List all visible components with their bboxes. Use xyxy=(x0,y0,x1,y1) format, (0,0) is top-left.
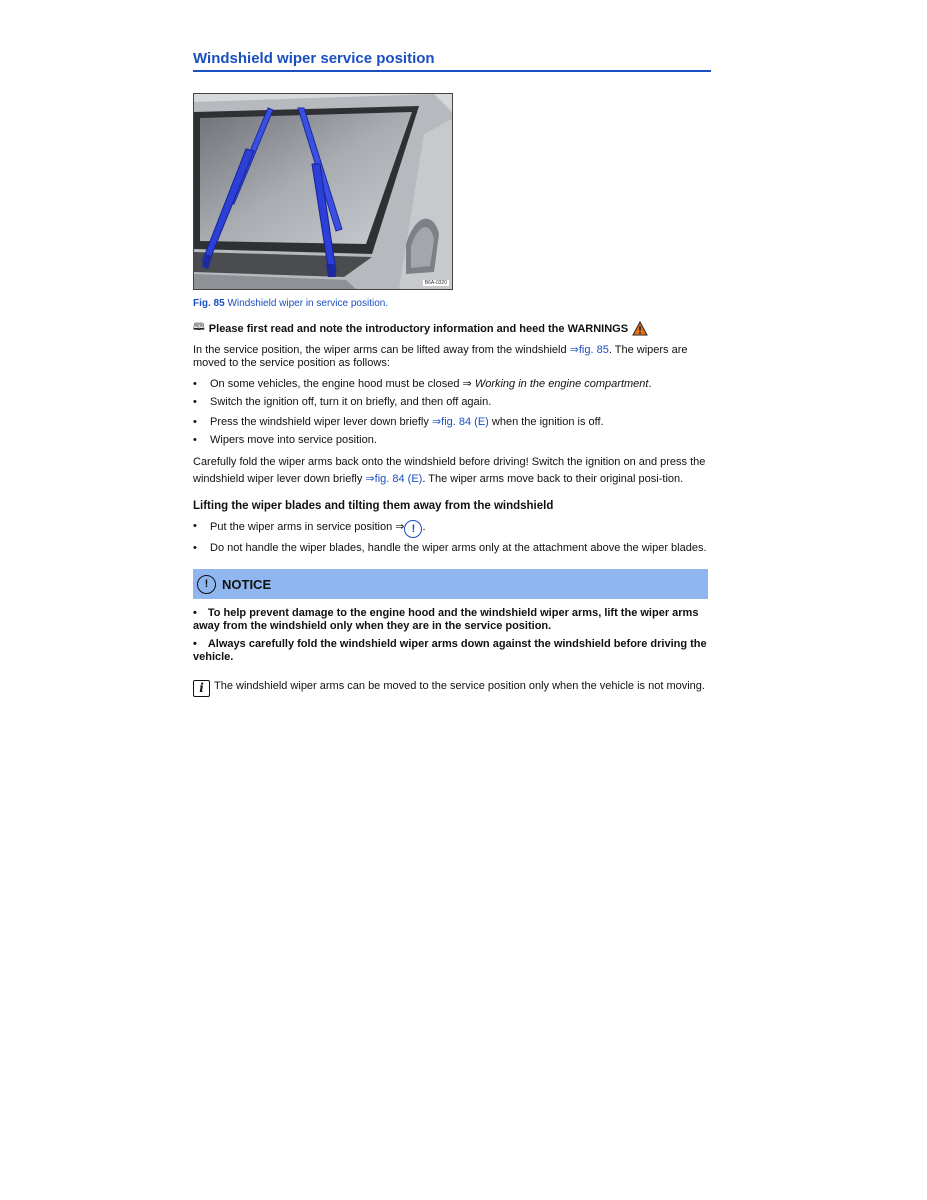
arrow-icon: ⇒ xyxy=(365,473,375,485)
notice-item-text: Always carefully fold the windshield wiper arms down against the windshield before driving the vehicle. xyxy=(193,638,707,663)
book-icon: 🕮 xyxy=(193,322,205,333)
figure-caption xyxy=(193,298,711,309)
lift-step-text: Do not handle the wiper blades, handle the wiper arms only at the attachment above the wiper blades. xyxy=(210,542,707,554)
intro-paragraph xyxy=(193,344,711,370)
fig-85-link[interactable]: fig. 85 xyxy=(578,344,609,356)
working-engine-link[interactable]: Working in the engine compartment xyxy=(474,378,649,390)
fold-text: Carefully fold the wiper arms back onto the windshield before driving! Switch the ignition on and press the windshield wiper lever down briefly xyxy=(193,456,706,485)
list-item xyxy=(193,416,711,429)
windshield-illustration xyxy=(194,94,452,289)
fig-84-link[interactable]: fig. 84 (E) xyxy=(374,473,423,485)
figure-85 xyxy=(193,93,453,290)
warning-triangle-icon xyxy=(632,321,648,336)
service-steps-list xyxy=(193,378,711,447)
exclamation-circle-icon[interactable]: ! xyxy=(404,520,422,538)
lift-steps-list xyxy=(193,520,711,555)
figure-code: B6A-0320 xyxy=(424,280,447,286)
intro-text: In the service position, the wiper arms can be lifted away from the windshield xyxy=(193,344,570,356)
intro-text-end: . The wipers are moved to the service position as follows: xyxy=(193,344,688,369)
caption-text: Windshield wiper in service position. xyxy=(227,298,389,309)
list-item xyxy=(193,542,711,555)
arrow-icon: ⇒ xyxy=(431,416,442,428)
step-text-end: when the ignition is off. xyxy=(488,416,604,428)
info-note xyxy=(193,680,711,697)
list-item xyxy=(193,378,711,391)
exclamation-circle-icon: ! xyxy=(197,575,216,594)
notice-list xyxy=(193,607,711,664)
arrow-icon: ⇒ xyxy=(395,521,405,533)
notice-label: NOTICE xyxy=(222,576,272,592)
caption-label: Fig. 85 xyxy=(193,298,225,309)
read-note-text: Please first read and note the introductory information and heed the WARNINGS xyxy=(208,322,629,335)
step-text-end: . xyxy=(648,378,652,390)
fig-84-link[interactable]: fig. 84 (E) xyxy=(441,416,489,428)
notice-item: • Always carefully fold the windshield wiper arms down against the windshield before driving the vehicle. xyxy=(193,638,707,663)
step-text: On some vehicles, the engine hood must be closed xyxy=(210,378,463,390)
info-icon: i xyxy=(193,680,210,697)
step-text: Switch the ignition off, turn it on briefly, and then off again. xyxy=(210,396,492,408)
fold-text-end: . The wiper arms move back to their original posi-tion. xyxy=(422,473,684,485)
step-text: Wipers move into service position. xyxy=(210,434,377,446)
arrow-icon: ⇒ xyxy=(569,344,579,356)
read-warnings-note xyxy=(193,320,711,337)
arrow-icon: ⇒ xyxy=(462,378,472,390)
lift-step-text: Put the wiper arms in service position xyxy=(210,521,396,533)
page-title: Windshield wiper service position xyxy=(193,50,711,72)
list-item: • Put the wiper arms in service position ⇒ ! . xyxy=(193,520,711,538)
notice-item: • To help prevent damage to the engine hood and the windshield wiper arms, lift the wiper arms away from the windshield only when they are in the service position. xyxy=(193,607,699,632)
page xyxy=(193,50,711,697)
fold-paragraph xyxy=(193,454,711,488)
step-text: Press the windshield wiper lever down briefly xyxy=(210,416,432,428)
list-item xyxy=(193,434,711,447)
list-item xyxy=(193,396,711,409)
notice-item-text: To help prevent damage to the engine hood and the windshield wiper arms, lift the wiper arms away from the windshield only when they are in the service position. xyxy=(193,607,699,632)
section-subheading: Lifting the wiper blades and tilting them away from the windshield xyxy=(193,500,554,512)
info-text: The windshield wiper arms can be moved to the service position only when the vehicle is not moving. xyxy=(214,680,705,692)
notice-bar xyxy=(193,569,708,599)
